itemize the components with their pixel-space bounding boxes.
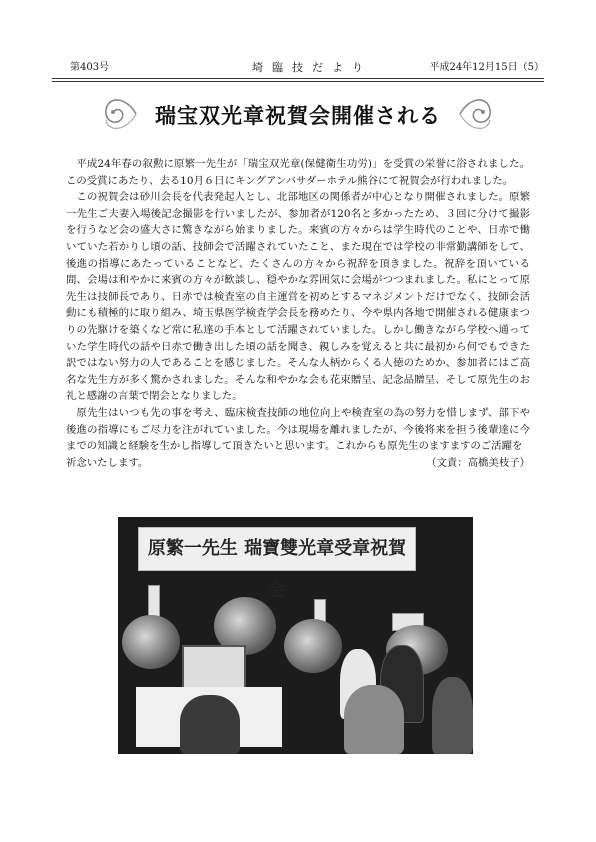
photo-flowers-center [284, 619, 342, 673]
paragraph-2: この祝賀会は砂川会長を代表発起人とし、北部地区の関係者が中心となり開催されました。原繁一先生ご夫妻入場後記念撮影を行いましたが、参加者が120名と多かったため、３回に分けて撮影を行うなど会の盛大さに驚きながら始まりました。来賓の方々からは学生時代のことや、日赤で働いていた若かりし頃の話、技師会で活躍されていたこと、また現在では学校の非常勤講師をして、後進の指導にあたっていることなど、たくさんの方々から祝辞を頂きました。祝辞を頂いている間、会場は和やかに来賓の方々が歓談し、穏やかな雰囲気に会場がつつまれました。私にとって原先生は技師長であり、日赤では検査室の自主運営を初めとするマネジメントだけでなく、技師会活動にも積極的に取り組み、埼玉県医学検査学会長を務めたり、今や県内各地で開催される健康まつりの先駆けを築くなど常に私達の手本として活躍されていました。しかし働きながら学校へ通っていた学生時代の話や日赤で働き出した頃の話を聞き、親しみを覚えると共に最初から何でもできた訳ではない努力の人であることを感じました。そんな人柄からくる人徳のためか、参加者にはご高名な先生方が多く驚かされました。そんな和やかな会も花束贈呈、記念品贈呈、そして原先生のお礼と感謝の言葉で閉会となりました。 [66, 191, 530, 403]
article-body [66, 156, 530, 471]
photo-audience-center [344, 685, 404, 754]
header-rule-bottom [52, 81, 544, 82]
photo-audience-right [432, 677, 473, 754]
article-title: 瑞宝双光章祝賀会開催される [155, 103, 441, 128]
page-header [52, 60, 544, 76]
photo-audience-left [180, 695, 240, 754]
left-flourish-icon [100, 92, 140, 136]
paragraph-3: 原先生はいつも先の事を考え、臨床検査技師の地位向上や検査室の為の努力を惜しまず、部下や後進の指導にもご尽力を注がれていました。今は現場を離れましたが、今後将来を担う後輩達に今までの知識と経験を生かし指導して頂きたいと思います。これからも原先生のますますのご活躍を [66, 406, 530, 453]
right-flourish-icon [456, 92, 496, 136]
closing-text: 祈念いたします。 [66, 456, 149, 469]
newsletter-name: 埼臨技だより [252, 61, 372, 74]
closing-line [66, 455, 530, 472]
paragraph-1: 平成24年春の叙勲に原繁一先生が「瑞宝双光章(保健衛生功労)」を受賞の栄誉に浴されました。この受賞にあたり、去る10月６日にキングアンバサダーホテル熊谷にて祝賀会が行われました。 [66, 158, 530, 187]
article-credit: （文責：高橋美枝子） [426, 456, 530, 469]
issue-number: 第403号 [70, 62, 110, 73]
event-photo [118, 517, 473, 754]
title-block [100, 92, 496, 140]
photo-banner: 原繁一先生 瑞寶雙光章受章祝賀会 [138, 527, 416, 571]
photo-certificate-board [182, 645, 246, 691]
photo-flowers-left [122, 615, 180, 669]
issue-date: 平成24年12月15日（5） [429, 62, 544, 73]
header-rule-top [52, 78, 544, 79]
